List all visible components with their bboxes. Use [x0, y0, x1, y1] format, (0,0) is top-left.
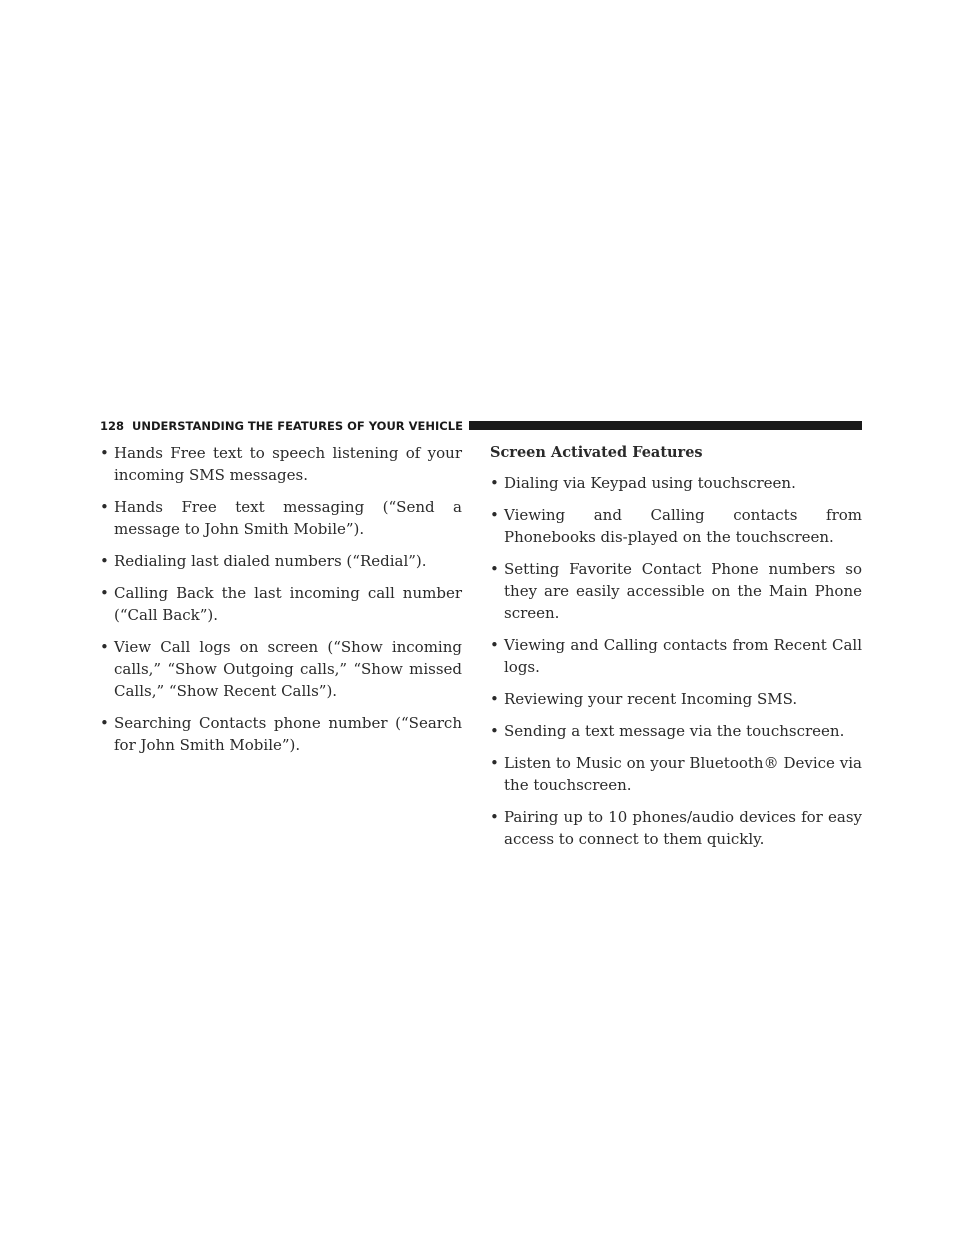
list-item: • Viewing and Calling contacts from Recent Call logs. [490, 634, 862, 678]
page-header [100, 417, 862, 434]
list-item: • Redialing last dialed numbers (“Redial”). [100, 550, 462, 572]
list-item: • Sending a text message via the touchscreen. [490, 720, 862, 742]
page-number: 128 [100, 418, 125, 433]
list-item: • Viewing and Calling contacts from Phonebooks dis-played on the touchscreen. [490, 504, 862, 548]
list-item: • Setting Favorite Contact Phone numbers so they are easily accessible on the Main Phone screen. [490, 558, 862, 624]
section-heading: Screen Activated Features [490, 444, 703, 461]
list-item: • Reviewing your recent Incoming SMS. [490, 688, 862, 710]
list-item: • Searching Contacts phone number (“Search for John Smith Mobile”). [100, 712, 462, 756]
list-item: • View Call logs on screen (“Show incoming calls,” “Show Outgoing calls,” “Show missed Calls,” “Show Recent Calls”). [100, 636, 462, 702]
list-item: • Listen to Music on your Bluetooth® Device via the touchscreen. [490, 752, 862, 796]
section-title: UNDERSTANDING THE FEATURES OF YOUR VEHICLE [132, 418, 463, 433]
list-item: • Hands Free text messaging (“Send a message to John Smith Mobile”). [100, 496, 462, 540]
list-item: • Hands Free text to speech listening of your incoming SMS messages. [100, 442, 462, 486]
voice-features-list [100, 442, 462, 756]
header-rule [469, 421, 862, 430]
list-item: • Dialing via Keypad using touchscreen. [490, 472, 862, 494]
list-item: • Pairing up to 10 phones/audio devices for easy access to connect to them quickly. [490, 806, 862, 850]
right-column [490, 442, 862, 860]
left-column [100, 442, 462, 766]
screen-features-list [490, 472, 862, 850]
list-item: • Calling Back the last incoming call number (“Call Back”). [100, 582, 462, 626]
